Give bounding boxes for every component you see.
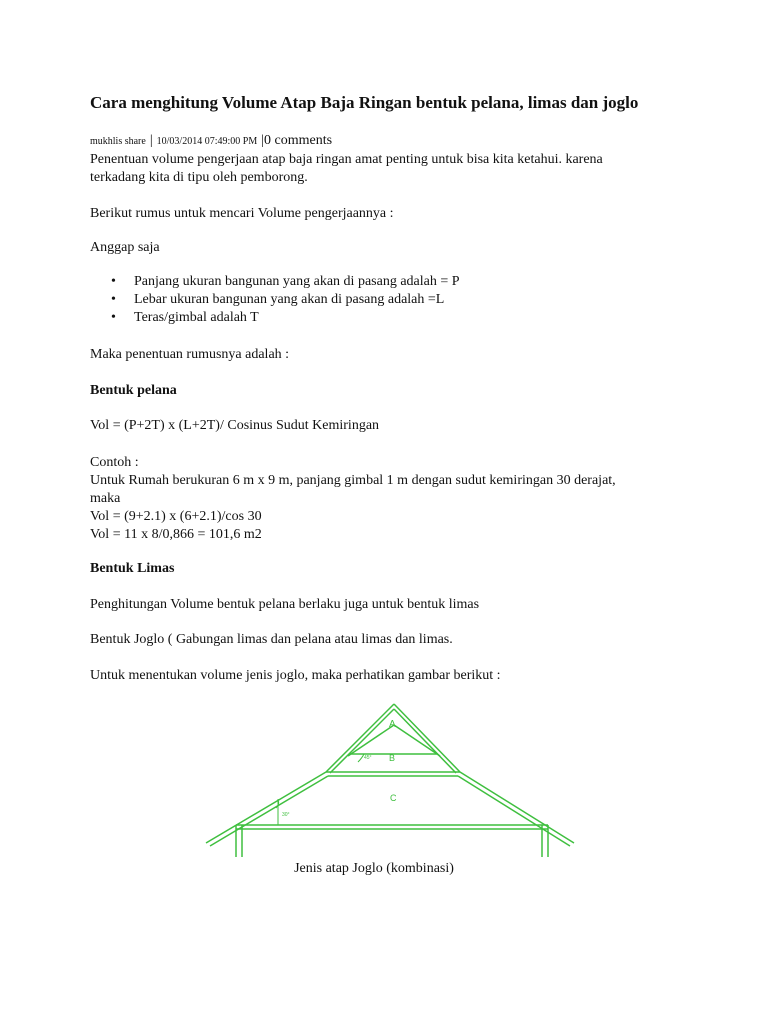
- right-upper-rafter: [394, 704, 460, 772]
- left-lower-rafter-inner: [210, 776, 328, 846]
- author-name[interactable]: mukhlis share: [90, 136, 146, 147]
- comments-link[interactable]: 0 comments: [264, 133, 333, 148]
- pelana-formula: Vol = (P+2T) x (L+2T)/ Cosinus Sudut Kemiringan: [90, 418, 380, 433]
- post-date: 10/03/2014 07:49:00 PM: [156, 136, 258, 147]
- joglo-roof-diagram: [198, 700, 578, 863]
- maka-text: Maka penentuan rumusnya adalah :: [90, 347, 290, 362]
- label-c: C: [390, 793, 397, 803]
- article-title: Cara menghitung Volume Atap Baja Ringan bentuk pelana, limas dan joglo: [90, 93, 639, 112]
- calc-line: Vol = (9+2.1) x (6+2.1)/cos 30: [90, 509, 262, 524]
- intro-paragraph: [90, 151, 690, 187]
- inner-right-truss: [394, 725, 440, 756]
- anggap-text: Anggap saja: [90, 240, 160, 255]
- left-upper-rafter-inner: [330, 709, 394, 773]
- heading-limas: Bentuk Limas: [90, 561, 175, 576]
- list-item: [90, 291, 460, 309]
- joglo-instruction: Untuk menentukan volume jenis joglo, maka perhatikan gambar berikut :: [90, 668, 501, 683]
- example-line: Untuk Rumah berukuran 6 m x 9 m, panjang gimbal 1 m dengan sudut kemiringan 30 derajat,: [90, 473, 616, 488]
- example-block: [90, 454, 690, 544]
- list-item-text: Panjang ukuran bangunan yang akan di pasang adalah = P: [134, 274, 460, 289]
- meta-separator: |: [261, 133, 265, 148]
- list-item: [90, 309, 460, 327]
- limas-text: Penghitungan Volume bentuk pelana berlaku juga untuk bentuk limas: [90, 597, 480, 612]
- inner-left-truss: [348, 725, 394, 756]
- article-meta: [90, 130, 332, 152]
- joglo-text: Bentuk Joglo ( Gabungan limas dan pelana atau limas dan limas.: [90, 632, 453, 647]
- right-upper-rafter-inner: [394, 709, 456, 773]
- list-item-text: Lebar ukuran bangunan yang akan di pasang adalah =L: [134, 292, 445, 307]
- left-lower-rafter: [206, 772, 326, 843]
- label-b: B: [389, 753, 396, 763]
- angle-upper-label: 45°: [364, 755, 372, 761]
- right-lower-rafter: [460, 772, 574, 843]
- rumus-intro: Berikut rumus untuk mencari Volume pengerjaannya :: [90, 206, 394, 221]
- example-line: maka: [90, 491, 121, 506]
- label-a: A: [389, 719, 396, 730]
- meta-separator: |: [149, 133, 153, 148]
- intro-line: terkadang kita di tipu oleh pemborong.: [90, 170, 308, 185]
- bullet-icon: •: [111, 310, 116, 325]
- roof-truss-svg: [198, 700, 578, 858]
- variable-list: [90, 273, 460, 327]
- contoh-label: Contoh :: [90, 455, 139, 470]
- calc-line: Vol = 11 x 8/0,866 = 101,6 m2: [90, 527, 262, 542]
- heading-pelana: Bentuk pelana: [90, 383, 177, 398]
- figure-caption: Jenis atap Joglo (kombinasi): [294, 861, 454, 876]
- angle-lower-label: 30°: [282, 812, 290, 818]
- intro-line: Penentuan volume pengerjaan atap baja ringan amat penting untuk bisa kita ketahui. karena: [90, 152, 603, 167]
- right-lower-rafter-inner: [458, 776, 570, 846]
- bullet-icon: •: [111, 274, 116, 289]
- left-upper-rafter: [326, 704, 394, 772]
- list-item-text: Teras/gimbal adalah T: [134, 310, 259, 325]
- list-item: [90, 273, 460, 291]
- bullet-icon: •: [111, 292, 116, 307]
